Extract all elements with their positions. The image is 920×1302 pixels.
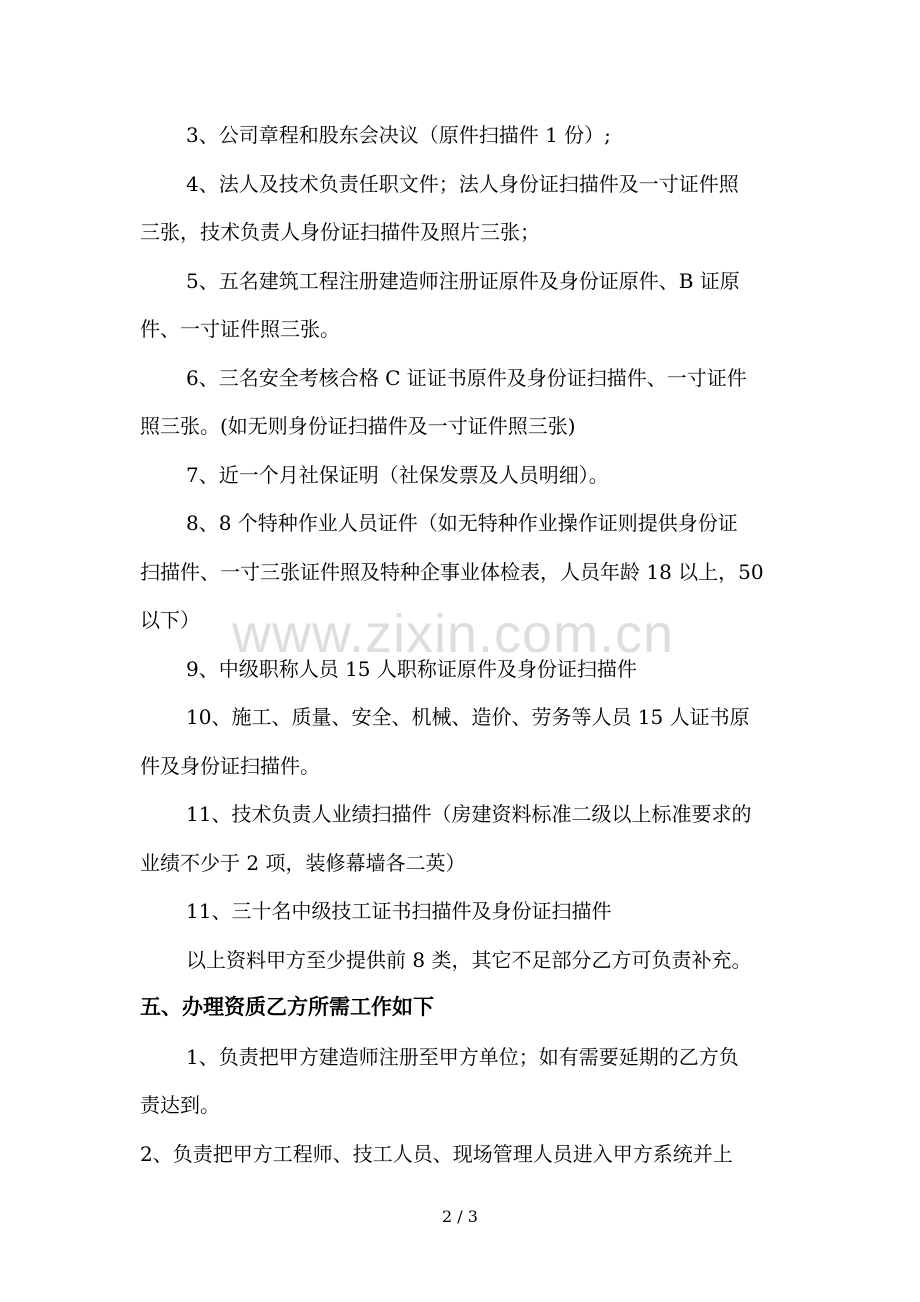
item-5-line-2: 件、一寸证件照三张。 [140,317,340,341]
item-7-line-1: 7、近一个月社保证明（社保发票及人员明细）。 [186,463,609,487]
item-11a-line-2: 业绩不少于 2 项，装修幕墙各二英） [140,851,466,875]
item-10-line-2: 件及身份证扫描件。 [140,754,320,778]
item-8-line-3: 以下） [140,608,200,632]
task-2-line-1: 2、负责把甲方工程师、技工人员、现场管理人员进入甲方系统并上 [140,1142,733,1166]
item-11b-line-1: 11、三十名中级技工证书扫描件及身份证扫描件 [186,899,612,923]
item-10-line-1: 10、施工、质量、安全、机械、造价、劳务等人员 15 人证书原 [186,705,750,729]
task-1-line-1: 1、负责把甲方建造师注册至甲方单位；如有需要延期的乙方负 [186,1045,739,1069]
section-five-heading: 五、办理资质乙方所需工作如下 [140,995,434,1019]
item-6-line-1: 6、三名安全考核合格 C 证证书原件及身份证扫描件、一寸证件 [186,366,747,390]
item-5-line-1: 5、五名建筑工程注册建造师注册证原件及身份证原件、B 证原 [186,269,740,293]
item-3-line-1: 3、公司章程和股东会决议（原件扫描件 1 份）; [186,123,611,147]
item-6-line-2: 照三张。(如无则身份证扫描件及一寸证件照三张) [140,414,576,438]
item-11a-line-1: 11、技术负责人业绩扫描件（房建资料标准二级以上标准要求的 [186,802,752,826]
task-1-line-2: 责达到。 [140,1093,220,1117]
item-8-line-1: 8、8 个特种作业人员证件（如无特种作业操作证则提供身份证 [186,511,738,535]
item-9-line-1: 9、中级职称人员 15 人职称证原件及身份证扫描件 [186,657,637,681]
item-8-line-2: 扫描件、一寸三张证件照及特种企事业体检表，人员年龄 18 以上，50 [140,560,764,584]
watermark-text: www.zixin.com.cn [232,604,675,664]
page-number: 2 / 3 [442,1207,478,1226]
summary-line: 以上资料甲方至少提供前 8 类，其它不足部分乙方可负责补充。 [186,948,752,972]
item-4-line-1: 4、法人及技术负责任职文件；法人身份证扫描件及一寸证件照 [186,172,739,196]
item-4-line-2: 三张，技术负责人身份证扫描件及照片三张； [140,220,540,244]
